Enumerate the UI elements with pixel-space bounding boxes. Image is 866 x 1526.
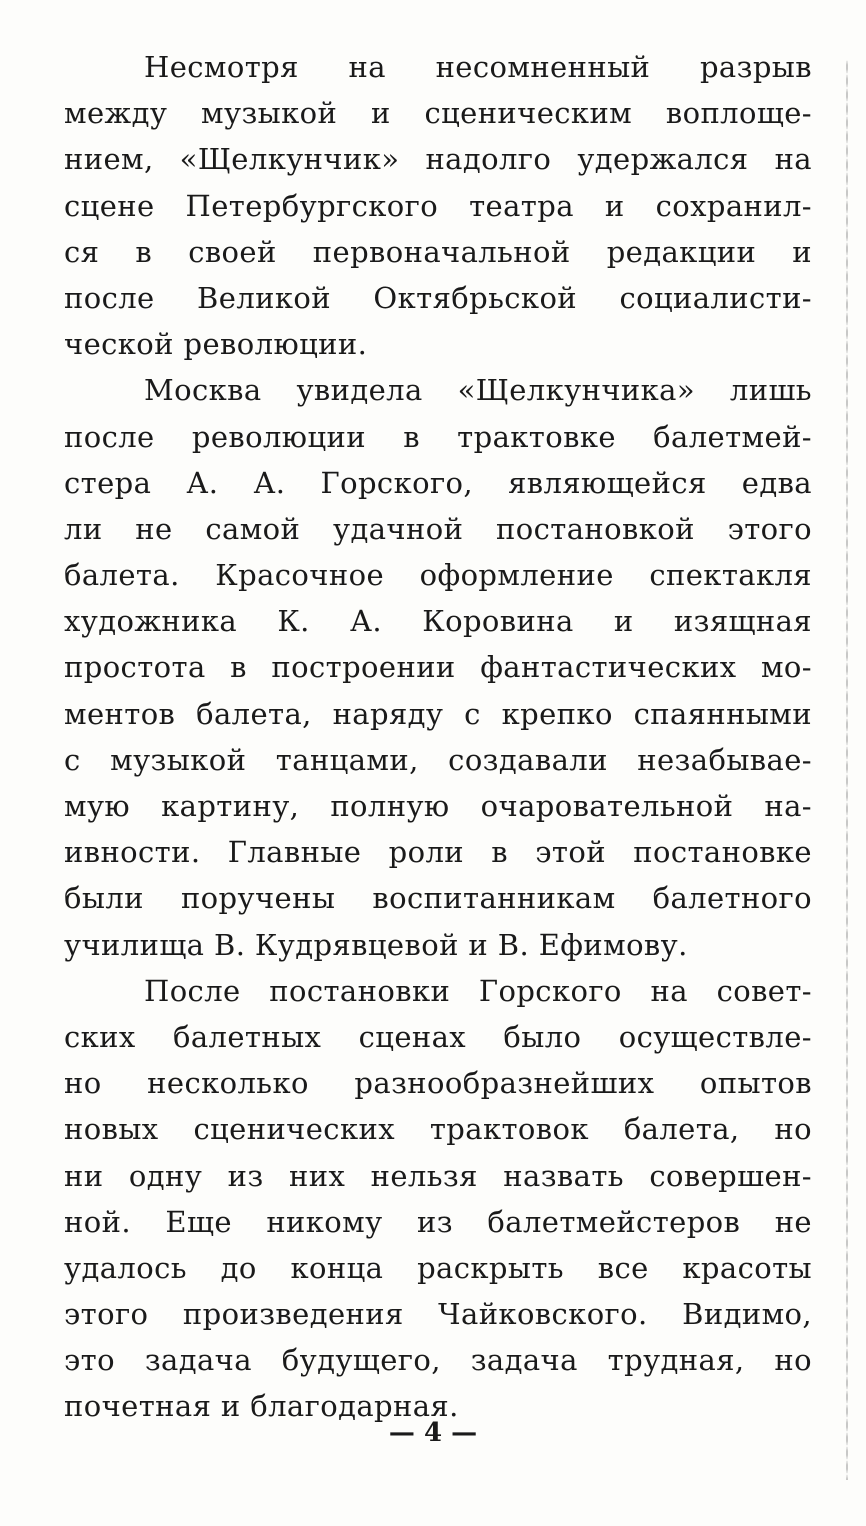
text-line: ни одну из них нельзя назвать совершен-	[64, 1158, 812, 1193]
text-line: удалось до конца раскрыть все красоты	[64, 1250, 812, 1285]
page-number: — 4 —	[388, 1418, 478, 1448]
text-line: ческой революции.	[64, 327, 368, 362]
text-line: нием, «Щелкунчик» надолго удержался на	[64, 142, 812, 177]
text-line: после Великой Октябрьской социалисти-	[64, 280, 812, 315]
text-line: художника К. А. Коровина и изящная	[64, 604, 812, 639]
text-line: были поручены воспитанникам балетного	[64, 881, 812, 916]
text-line: простота в построении фантастических мо-	[64, 650, 812, 685]
text-line: Москва увидела «Щелкунчика» лишь	[144, 373, 812, 408]
body-text	[64, 44, 812, 1430]
text-line: ной. Еще никому из балетмейстеров не	[64, 1204, 812, 1239]
text-line: училища В. Кудрявцевой и В. Ефимову.	[64, 927, 688, 962]
text-line: ментов балета, наряду с крепко спаянными	[64, 696, 812, 731]
text-line: с музыкой танцами, создавали незабывае-	[64, 742, 812, 777]
text-line: это задача будущего, задача трудная, но	[64, 1343, 812, 1378]
text-line: балета. Красочное оформление спектакля	[64, 558, 812, 593]
text-line: почетная и благодарная.	[64, 1389, 459, 1424]
text-line: после революции в трактовке балетмей-	[64, 419, 812, 454]
text-line: Несмотря на несомненный разрыв	[144, 50, 812, 84]
text-line: ли не самой удачной постановкой этого	[64, 511, 812, 546]
text-line: этого произведения Чайковского. Видимо,	[64, 1297, 812, 1332]
text-line: новых сценических трактовок балета, но	[64, 1112, 812, 1147]
text-line: ивности. Главные роли в этой постановке	[64, 835, 812, 870]
text-line: ских балетных сценах было осуществле-	[64, 1019, 812, 1054]
text-line: сцене Петербургского театра и сохранил-	[64, 188, 812, 223]
text-line: мую картину, полную очаровательной на-	[64, 789, 812, 823]
text-line: стера А. А. Горского, являющейся едва	[64, 465, 812, 500]
text-line: После постановки Горского на совет-	[144, 973, 812, 1008]
text-line: между музыкой и сценическим воплоще-	[64, 96, 812, 131]
text-line: но несколько разнообразнейших опытов	[64, 1066, 812, 1101]
text-line: ся в своей первоначальной редакции и	[64, 234, 812, 269]
page-edge-speckle	[846, 60, 848, 1480]
